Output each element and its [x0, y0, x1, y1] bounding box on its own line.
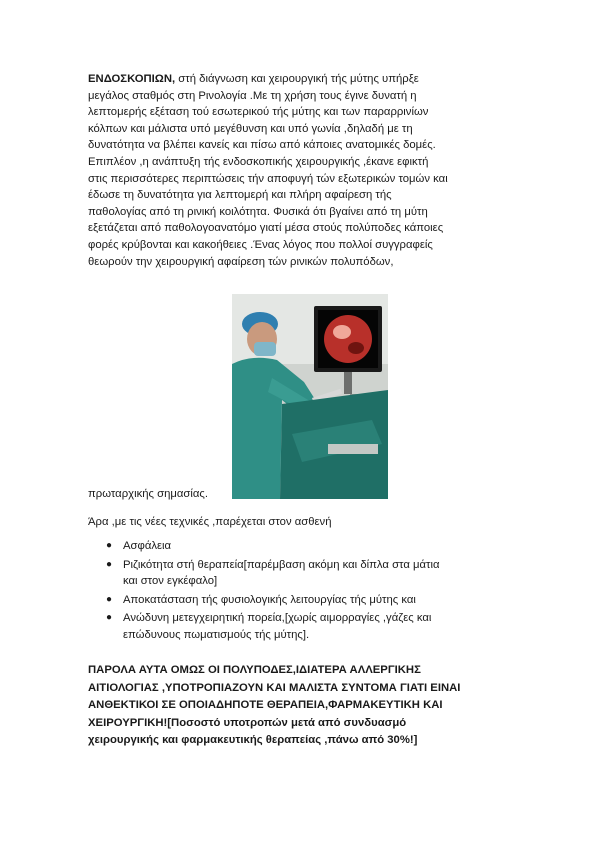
warning-line: ΧΕΙΡΟΥΡΓΙΚΗ![Ποσοστό υποτροπών μετά από συνδυασμό: [88, 716, 407, 729]
list-item: [88, 538, 508, 555]
endoscopic-view-shadow: [348, 342, 364, 354]
surgeon-mask: [254, 342, 276, 356]
list-item-text: επώδυνους πωματισμούς τής μύτης].: [123, 628, 310, 641]
paragraph-line: λεπτομερής εξέταση τού εσωτερικού τής μύτης και των παραρρινίων: [88, 106, 429, 119]
endoscopic-view: [324, 315, 372, 363]
benefits-intro: Άρα ,με τις νέες τεχνικές ,παρέχεται στον ασθενή: [88, 516, 332, 528]
list-item: [88, 592, 508, 609]
list-item-text: Αποκατάσταση τής φυσιολογικής λειτουργίας τής μύτης και: [123, 593, 416, 606]
paragraph-line: παθολογίας από τη ρινική κοιλότητα. Φυσικά ότι βγαίνει από τη μύτη: [88, 205, 428, 218]
paragraph-line: έδωσε τη δυνατότητα για λεπτομερή και πλήρη αφαίρεση τής: [88, 189, 392, 202]
monitor-stand: [344, 372, 352, 394]
list-item-text: Ασφάλεια: [123, 540, 172, 552]
instrument-table: [328, 444, 378, 454]
warning-line: χειρουργικής και φαρμακευτικής θεραπείας ,πάνω από 30%!]: [88, 734, 418, 747]
intro-paragraph: [88, 71, 508, 270]
endoscopic-surgery-photo: [232, 294, 388, 499]
benefits-list: [88, 538, 508, 646]
paragraph-line: Επιπλέον ,η ανάπτυξη τής ενδοσκοπικής χειρουργικής ,έκανε εφικτή: [88, 155, 429, 168]
bullet-icon: ●: [106, 540, 113, 551]
paragraph-line: μεγάλος σταθμός στη Ρινολογία .Με τη χρήση τους έγινε δυνατή η: [88, 89, 417, 102]
warning-line: ΠΑΡΟΛΑ ΑΥΤΑ ΟΜΩΣ ΟΙ ΠΟΛΥΠΟΔΕΣ,ΙΔΙΑΤΕΡΑ ΑΛΛΕΡΓΙΚΗΣ: [88, 664, 421, 676]
list-item: [88, 557, 508, 590]
list-item-text: Ριζικότητα στή θεραπεία[παρέμβαση ακόμη και δίπλα στα μάτια: [123, 558, 440, 571]
paragraph-line: στις περισσότερες περιπτώσεις τήν αποφυγή τών εξωτερικών τομών και: [88, 172, 448, 185]
bullet-icon: ●: [106, 558, 113, 570]
paragraph-line: θεωρούν την χειρουργική αφαίρεση τών ρινικών πολυπόδων,: [88, 255, 394, 268]
paragraph-line: φορές κρύβονται και κακοήθειες .Ένας λόγος που πολλοί συγγραφείς: [88, 238, 433, 251]
warning-line: ΑΙΤΙΟΛΟΓΙΑΣ ,ΥΠΟΤΡΟΠΙΑΖΟΥΝ ΚΑΙ ΜΑΛΙΣΤΑ ΣΥΝΤΟΜΑ ΓΙΑΤΙ ΕΙΝΑΙ: [88, 681, 461, 694]
list-item: [88, 610, 508, 643]
list-item-text: Ανώδυνη μετεγχειρητική πορεία,[χωρίς αιμορραγίες ,γάζες και: [123, 612, 432, 625]
bullet-icon: ●: [106, 612, 113, 624]
paragraph-line: στή διάγνωση και χειρουργική τής μύτης υπήρξε: [175, 73, 419, 85]
paragraph-line: δυνατότητα να βλέπει κανείς και πίσω από κάποιες ανατομικές δομές.: [88, 139, 436, 152]
paragraph-line: εξετάζεται από παθολογοανατόμο γιατί μέσα στούς πολύποδες κάποιες: [88, 222, 444, 235]
endoscopic-view-highlight: [333, 325, 351, 339]
paragraph-line: κόλπων και μάλιστα υπό μεγέθυνση και υπό γωνία ,δηλαδή με τη: [88, 122, 413, 135]
paragraph-lead-term: ΕΝΔΟΣΚΟΠΙΩΝ,: [88, 73, 176, 85]
recurrence-warning: [88, 662, 508, 750]
warning-line: ΑΝΘΕΚΤΙΚΟΙ ΣΕ ΟΠΟΙΑΔΗΠΟΤΕ ΘΕΡΑΠΕΙΑ,ΦΑΡΜΑΚΕΥΤΙΚΗ ΚΑΙ: [88, 699, 443, 712]
bullet-icon: ●: [106, 593, 113, 605]
list-item-text: και στον εγκέφαλο]: [123, 575, 218, 588]
paragraph-tail: πρωταρχικής σημασίας.: [88, 488, 208, 500]
